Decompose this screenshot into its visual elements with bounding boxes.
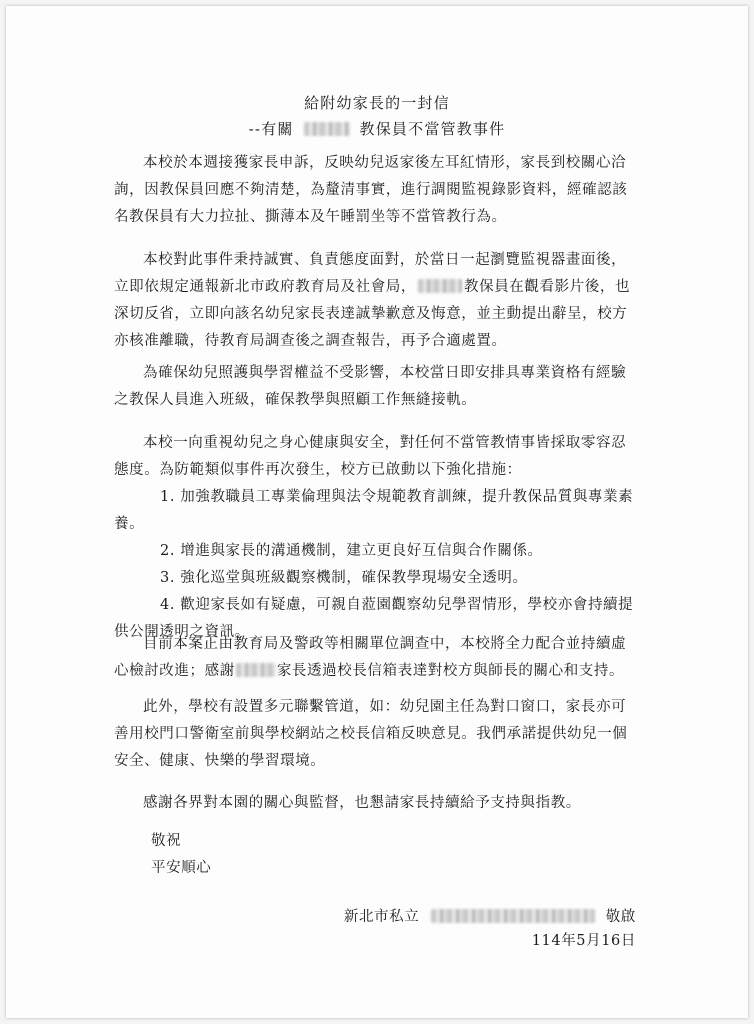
measure-item-4: 4. 歡迎家長如有疑慮，可親自蒞園觀察幼兒學習情形，學校亦會持續提	[160, 597, 634, 613]
paragraph-complaint: 本校於本週接獲家長申訴，反映幼兒返家後左耳紅情形，家長到校關心洽 詢，因教保員回應不夠清楚，為釐清事實，進行調閱監視錄影資料，經確認該 名教保員有大力拉扯、撕薄本及午睡罰坐等不當管教行為。	[114, 155, 628, 225]
paragraph-investigation: 目前本案正由教育局及警政等相關單位調查中，本校將全力配合並持續虛 心檢討改進；感謝 家長透過校長信箱表達對校方與師長的關心和支持。	[114, 636, 627, 679]
measure-item-1: 1. 加強教職員工專業倫理與法令規範教育訓練，提升教保品質與專業素	[160, 489, 634, 505]
subtitle-suffix: 教保員不當管教事件	[359, 120, 506, 138]
subtitle-prefix: --有關	[248, 120, 294, 138]
signature: 新北市私立 敬啟	[343, 909, 636, 925]
redacted-name	[236, 663, 276, 677]
measure-item-2: 2. 增進與家長的溝通機制，建立更良好互信與合作關係。	[160, 543, 543, 559]
letter-date: 114年5月16日	[531, 933, 636, 949]
paragraph-thanks: 感謝各界對本園的關心與監督，也懇請家長持續給予支持與指教。	[143, 795, 581, 811]
redacted-school-name	[431, 909, 595, 923]
closing-wish: 平安順心	[151, 860, 212, 876]
paragraph-measures: 本校一向重視幼兒之身心健康與安全，對任何不當管教情事皆採取零容忍 態度。為防範類似事件再次發生，校方已啟動以下強化措施： 1. 加強教職員工專業倫理與法令規範教育訓練，提升教保品質與專業素 養。 2. 增進與家長的溝通機制，建立更良好互信與合作關係。 3. 強化巡堂與班級觀察機制，確保教學現場安全透明。 4. 歡迎家長如有疑慮，可親自蒞園觀察幼兒學習情形，學校亦會持續提 供公開透明之資訊。	[114, 435, 634, 640]
letter-page	[6, 6, 748, 1018]
redacted-name	[418, 279, 462, 293]
letter-subtitle	[6, 118, 748, 139]
closing-salutation: 敬祝	[151, 833, 182, 849]
paragraph-response: 本校對此事件秉持誠實、負責態度面對，於當日一起瀏覽監視器畫面後， 立即依規定通報新北市政府教育局及社會局， 教保員在觀看影片後，也 深切反省，立即向該名幼兒家長表達誠摯歉意及悔意，並主動提出辭呈，校方 亦核准離職，待教育局調查後之調查報告，再予合適處置。	[114, 252, 631, 349]
paragraph-channels: 此外，學校有設置多元聯繫管道，如：幼兒園主任為對口窗口，家長亦可 善用校門口警衛室前與學校網站之校長信箱反映意見。我們承諾提供幼兒一個 安全、健康、快樂的學習環境。	[114, 699, 628, 769]
measure-item-3: 3. 強化巡堂與班級觀察機制，確保教學現場安全透明。	[160, 570, 528, 586]
letter-title: 給附幼家長的一封信	[304, 94, 450, 112]
paragraph-care: 為確保幼兒照護與學習權益不受影響，本校當日即安排具專業資格有經驗 之教保人員進入班級，確保教學與照顧工作無縫接軌。	[114, 365, 627, 408]
redacted-name	[304, 122, 350, 136]
